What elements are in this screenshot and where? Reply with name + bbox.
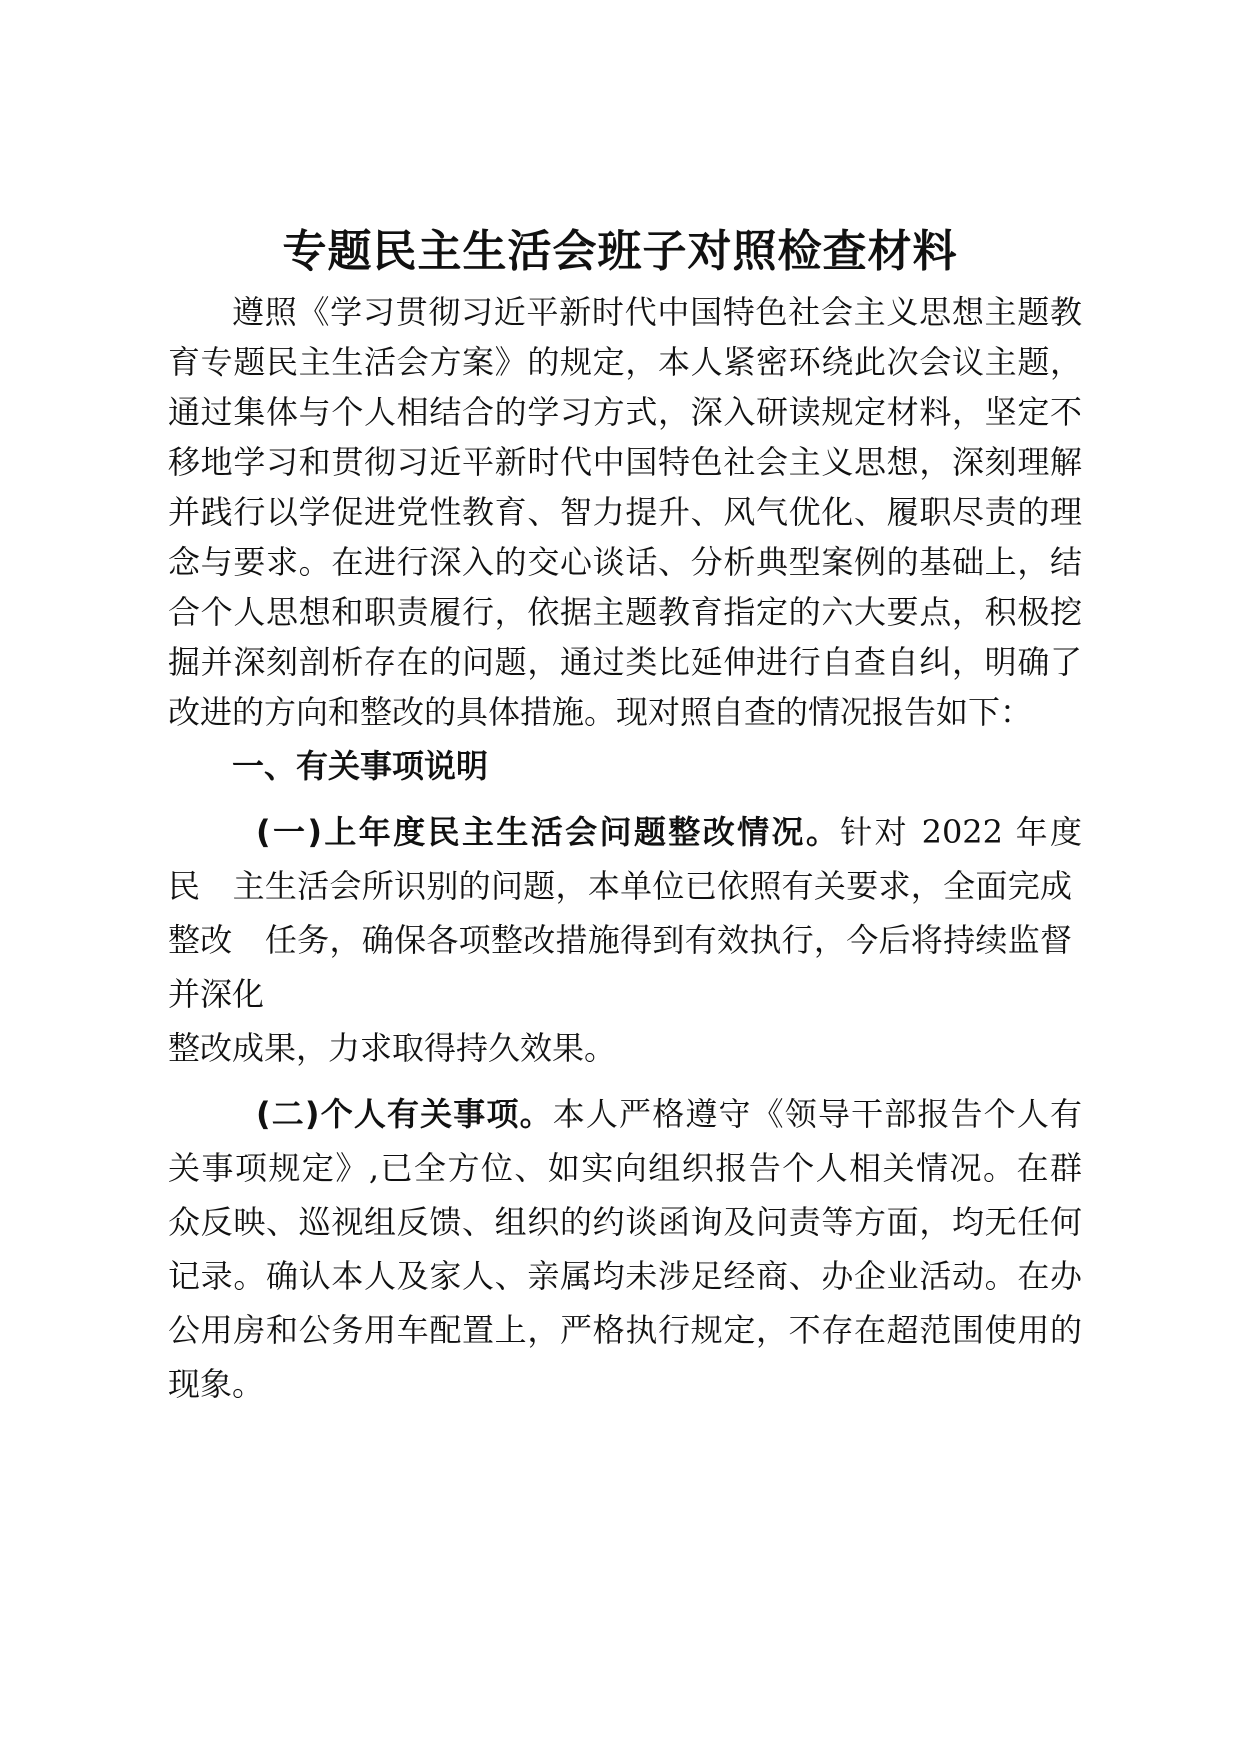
intro-line: 掘并深刻剖析存在的问题，通过类比延伸进行自查自纠，明确了 [168, 643, 1082, 681]
intro-line: 通过集体与个人相结合的学习方式，深入研读规定材料，坚定不 [168, 393, 1082, 431]
item1-lead: (一)上年度民主生活会问题整改情况。 [256, 813, 841, 851]
item1-line: 民 主生活会所识别的问题，本单位已依照有关要求，全面完成 [168, 867, 1072, 905]
item1-line: 整改成果，力求取得持久效果。 [168, 1029, 617, 1067]
item2-first-line-text: 本人严格遵守《领导干部报告个人有 [552, 1095, 1082, 1133]
document-title: 专题民主生活会班子对照检查材料 [282, 226, 958, 277]
item2-line: 现象。 [168, 1365, 265, 1403]
intro-line: 合个人思想和职责履行，依据主题教育指定的六大要点，积极挖 [168, 593, 1082, 631]
item1-first-line-text: 针对 2022 年度 [840, 813, 1082, 851]
intro-line: 念与要求。在进行深入的交心谈话、分析典型案例的基础上，结 [168, 543, 1082, 581]
item1-first-line [256, 812, 1082, 852]
intro-line: 改进的方向和整改的具体措施。现对照自查的情况报告如下： [168, 693, 1033, 731]
section-heading: 一、有关事项说明 [232, 747, 489, 785]
intro-line: 并践行以学促进党性教育、智力提升、风气优化、履职尽责的理 [168, 493, 1082, 531]
item2-lead: (二)个人有关事项。 [256, 1095, 553, 1133]
intro-line: 遵照《学习贯彻习近平新时代中国特色社会主义思想主题教 [232, 293, 1082, 331]
item2-line: 关事项规定》,已全方位、如实向组织报告个人相关情况。在群 [168, 1149, 1082, 1187]
item1-line: 并深化 [168, 975, 265, 1013]
intro-line: 移地学习和贯彻习近平新时代中国特色社会主义思想，深刻理解 [168, 443, 1082, 481]
intro-line: 育专题民主生活会方案》的规定，本人紧密环绕此次会议主题， [168, 343, 1082, 381]
item2-line: 记录。确认本人及家人、亲属均未涉足经商、办企业活动。在办 [168, 1257, 1082, 1295]
item2-line: 公用房和公务用车配置上，严格执行规定，不存在超范围使用的 [168, 1311, 1082, 1349]
item2-first-line [256, 1094, 1082, 1134]
item2-line: 众反映、巡视组反馈、组织的约谈函询及问责等方面，均无任何 [168, 1203, 1082, 1241]
item1-line: 整改 任务，确保各项整改措施得到有效执行，今后将持续监督 [168, 921, 1072, 959]
